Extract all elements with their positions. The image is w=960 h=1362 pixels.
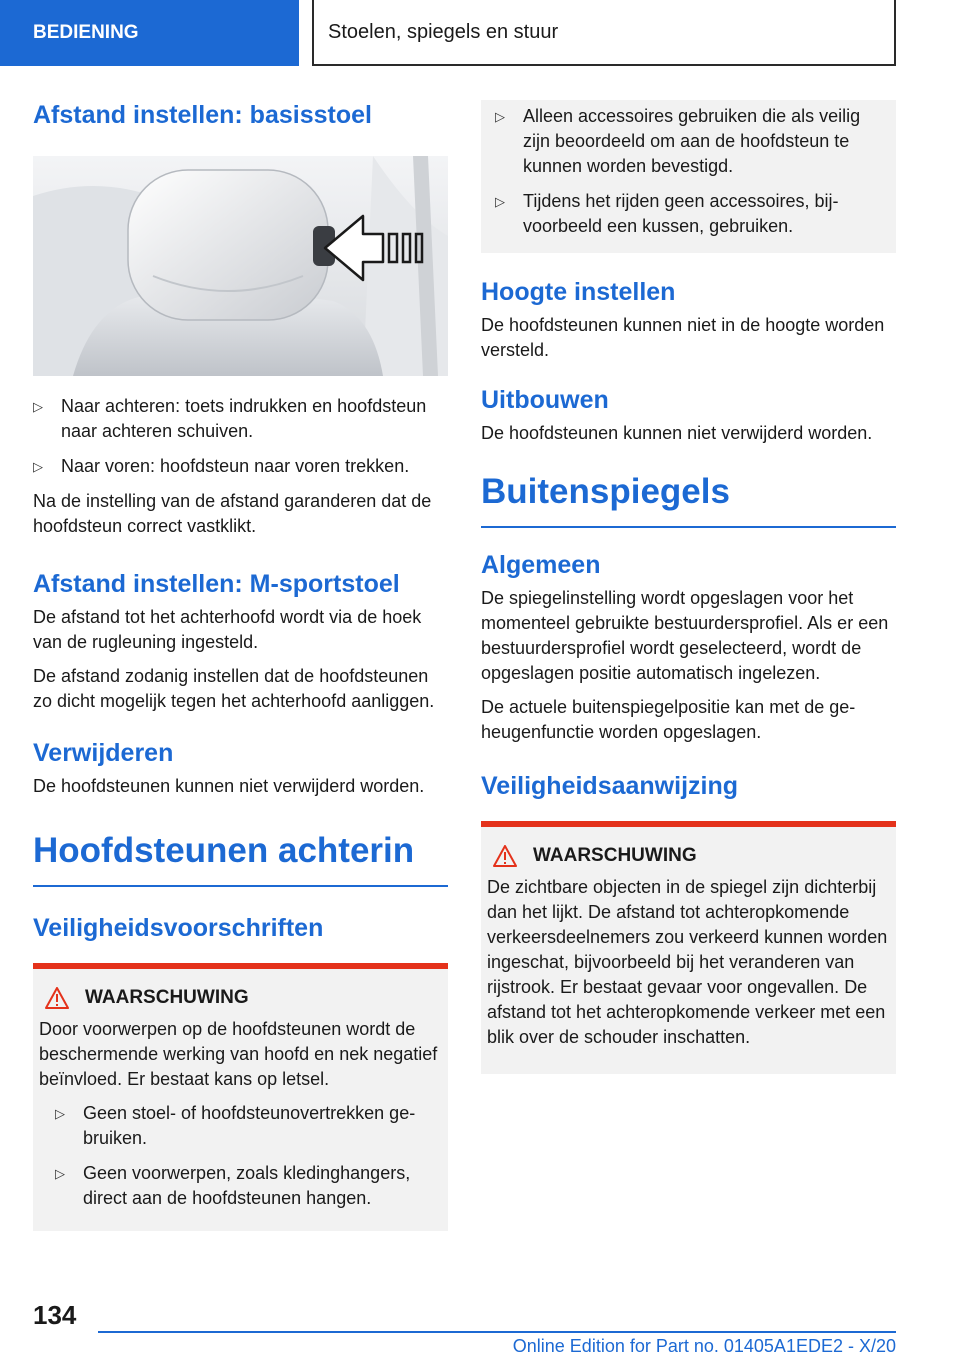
warning-box-continued — [481, 100, 896, 253]
accessory-items — [495, 104, 890, 239]
heading-veiligheidsaanwijzing: Veiligheidsaanwijzing — [481, 772, 739, 800]
basisstoel-steps — [33, 394, 448, 479]
headrest-image — [33, 156, 448, 376]
chapter-header — [312, 0, 896, 66]
list-item: ▷ Geen stoel- of hoofdsteunovertrekken gebruiken. — [55, 1101, 442, 1151]
edition-footer: Online Edition for Part no. 01405A1EDE2 - X/20 — [512, 1336, 896, 1356]
warning-box-headrests — [33, 963, 448, 1231]
uitbouwen-paragraph: De hoofdsteunen kunnen niet verwijderd worden. — [481, 423, 873, 443]
list-item: ▷ Naar voren: hoofdsteun naar voren trekken. — [33, 454, 448, 479]
heading-algemeen: Algemeen — [481, 551, 601, 579]
page-number: 134 — [33, 1300, 77, 1330]
headrest-illustration — [33, 156, 448, 376]
msport-paragraph-2: De afstand zodanig instellen dat de hoofdsteunen zo dicht mogelijk tegen het achterhoofd aanliggen. — [33, 666, 435, 711]
warning-box-mirrors — [481, 821, 896, 1074]
verwijderen-paragraph: De hoofdsteunen kunnen niet verwijderd worden. — [33, 776, 425, 796]
heading-uitbouwen: Uitbouwen — [481, 386, 609, 414]
heading-msportstoel: Afstand instellen: M-sportstoel — [33, 570, 400, 598]
chapter-title: Stoelen, spiegels en stuur — [328, 20, 559, 43]
heading-veiligheidsvoorschriften: Veiligheidsvoorschriften — [33, 914, 324, 942]
warning-title-text: WAARSCHUWING — [533, 845, 697, 866]
algemeen-paragraph-1: De spiegelinstelling wordt opgeslagen voor het momenteel gebruikte bestuurdersprofiel. Als er een bestuurdersprofiel wordt geselecteerd, wordt de opgeslagen positie automatisch ingelezen. — [481, 588, 889, 683]
warning-items — [55, 1101, 442, 1211]
footer-divider — [98, 1331, 896, 1333]
heading-hoogte-instellen: Hoogte instellen — [481, 278, 676, 306]
heading-basisstoel: Afstand instellen: basisstoel — [33, 101, 372, 129]
section-tab — [0, 0, 299, 66]
warning-text: Door voorwerpen op de hoofdsteunen wordt de beschermende werking van hoofd en nek negatief beïnvloed. Er bestaat kans op letsel. — [39, 1019, 438, 1089]
warning-title-text: WAARSCHUWING — [85, 987, 249, 1008]
warning-title — [39, 987, 442, 1009]
list-item: ▷ Geen voorwerpen, zoals kledinghangers, direct aan de hoofdsteunen hangen. — [55, 1161, 442, 1211]
section-title: BEDIENING — [33, 22, 139, 43]
basisstoel-paragraph: Na de instelling van de afstand garanderen dat de hoofdsteun correct vastklikt. — [33, 491, 432, 536]
heading-buitenspiegels: Buitenspiegels — [481, 470, 896, 528]
warning-text: De zichtbare objecten in de spiegel zijn dichterbij dan het lijkt. De afstand tot achteropkomende verkeersdeelnemers zou verkeerd kunnen worden ingeschat, bijvoorbeeld bij het veranderen van rijstrook. Er bestaat gevaar voor ongevallen. De afstand tot het achteropkomende verkeer met een blik over de schouder inschatten. — [487, 877, 888, 1047]
right-column — [481, 100, 896, 1074]
hoogte-paragraph: De hoofdsteunen kunnen niet in de hoogte worden versteld. — [481, 315, 885, 360]
list-item: ▷ Naar achteren: toets indrukken en hoofdsteun naar achteren schuiven. — [33, 394, 448, 444]
heading-verwijderen: Verwijderen — [33, 739, 174, 767]
msport-paragraph-1: De afstand tot het achterhoofd wordt via de hoek van de rugleuning ingesteld. — [33, 607, 422, 652]
list-item: ▷ Tijdens het rijden geen accessoires, bijvoorbeeld een kussen, gebruiken. — [495, 189, 890, 239]
algemeen-paragraph-2: De actuele buitenspiegelpositie kan met de geheugenfunctie worden opgeslagen. — [481, 697, 856, 742]
warning-triangle-icon — [493, 845, 517, 867]
warning-triangle-icon — [45, 987, 69, 1009]
heading-hoofdsteunen-achterin: Hoofdsteunen achterin — [33, 829, 448, 887]
warning-title — [487, 845, 890, 867]
left-column — [33, 100, 448, 1231]
list-item: ▷ Alleen accessoires gebruiken die als veilig zijn beoordeeld om aan de hoofdsteun te kunnen worden bevestigd. — [495, 104, 890, 179]
